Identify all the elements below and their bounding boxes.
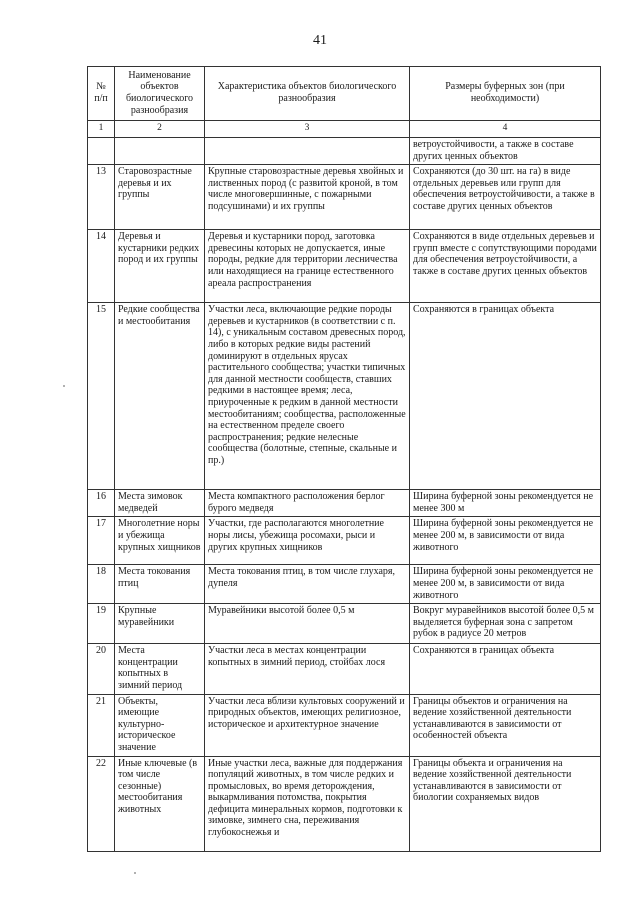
column-number-row bbox=[88, 121, 601, 138]
column-number: 4 bbox=[410, 121, 601, 138]
header-name: Наименование объектов биологического разнообразия bbox=[115, 67, 205, 121]
page-number: 41 bbox=[313, 33, 327, 48]
row-name: Места зимовок медведей bbox=[115, 490, 205, 517]
scan-speck bbox=[63, 385, 65, 387]
row-number: 22 bbox=[88, 756, 115, 851]
row-name: Многолетние норы и убежища крупных хищников bbox=[115, 517, 205, 565]
row-number: 18 bbox=[88, 565, 115, 604]
column-number: 2 bbox=[115, 121, 205, 138]
column-number: 1 bbox=[88, 121, 115, 138]
row-number: 19 bbox=[88, 604, 115, 644]
row-buffer: Вокруг муравейников высотой более 0,5 м выделяется буферная зона с запретом рубок в радиусе 20 метров bbox=[410, 604, 601, 644]
biodiversity-table bbox=[87, 66, 601, 852]
row-name: Места концентрации копытных в зимний период bbox=[115, 644, 205, 694]
row-buffer: ветроустойчивости, а также в составе других ценных объектов bbox=[410, 138, 601, 165]
table-row bbox=[88, 165, 601, 230]
row-buffer: Границы объектов и ограничения на ведение хозяйственной деятельности устанавливаются в зависимости от особенностей объекта bbox=[410, 694, 601, 756]
scan-speck bbox=[134, 872, 136, 874]
row-name: Объекты, имеющие культурно-историческое значение bbox=[115, 694, 205, 756]
row-description: Участки леса, включающие редкие породы деревьев и кустарников (в соответствии с п. 14), с уникальным составом древесных пород, либо в которых редкие виды растений доминируют в отдельных ярусах растительного сообщества; участки типичных для данной местности сообществ, ставших редкими в настоящее время; леса, приуроченные к редким в данной местности местообитаниям; сообщества, расположенные на естественном пределе своего распространения; редкие нелесные сообщества (болотные, степные, скальные и пр.) bbox=[205, 303, 410, 490]
row-description: Места компактного расположения берлог бурого медведя bbox=[205, 490, 410, 517]
table-row bbox=[88, 756, 601, 851]
table-row bbox=[88, 303, 601, 490]
row-description: Места токования птиц, в том числе глухаря, дупеля bbox=[205, 565, 410, 604]
column-number: 3 bbox=[205, 121, 410, 138]
row-number: 21 bbox=[88, 694, 115, 756]
table-row bbox=[88, 490, 601, 517]
row-number: 14 bbox=[88, 230, 115, 303]
row-description: Участки, где располагаются многолетние норы лисы, убежища росомахи, рыси и других крупных хищников bbox=[205, 517, 410, 565]
row-number bbox=[88, 138, 115, 165]
row-number: 20 bbox=[88, 644, 115, 694]
row-description: Участки леса в местах концентрации копытных в зимний период, стойбах лося bbox=[205, 644, 410, 694]
header-description: Характеристика объектов биологического разнообразия bbox=[205, 67, 410, 121]
row-buffer: Границы объекта и ограничения на ведение хозяйственной деятельности устанавливаются в зависимости от биологии сохраняемых видов bbox=[410, 756, 601, 851]
table-row bbox=[88, 604, 601, 644]
row-name: Старовозрастные деревья и их группы bbox=[115, 165, 205, 230]
row-number: 13 bbox=[88, 165, 115, 230]
row-buffer: Ширина буферной зоны рекомендуется не менее 200 м, в зависимости от вида животного bbox=[410, 517, 601, 565]
row-description: Деревья и кустарники пород, заготовка древесины которых не допускается, иные породы, редкие для территории лесничества или находящиеся на границе естественного ареала распространения bbox=[205, 230, 410, 303]
row-buffer: Сохраняются (до 30 шт. на га) в виде отдельных деревьев или групп для обеспечения ветроустойчивости, а также в составе других ценных объектов bbox=[410, 165, 601, 230]
row-name: Иные ключевые (в том числе сезонные) местообитания животных bbox=[115, 756, 205, 851]
row-buffer: Ширина буферной зоны рекомендуется не менее 300 м bbox=[410, 490, 601, 517]
row-buffer: Сохраняются в границах объекта bbox=[410, 303, 601, 490]
row-description: Участки леса вблизи культовых сооружений и природных объектов, имеющих религиозное, историческое и архитектурное значение bbox=[205, 694, 410, 756]
table-row bbox=[88, 565, 601, 604]
continuation-row bbox=[88, 138, 601, 165]
row-buffer: Сохраняются в границах объекта bbox=[410, 644, 601, 694]
table-row bbox=[88, 644, 601, 694]
row-number: 16 bbox=[88, 490, 115, 517]
row-description: Иные участки леса, важные для поддержания популяций животных, в том числе редких и промысловых, во время деторождения, выкармливания потомства, покрытия дефицита минеральных кормов, подготовки к зимовке, зимнего сна, переживания глубокоснежья и bbox=[205, 756, 410, 851]
row-number: 17 bbox=[88, 517, 115, 565]
row-description bbox=[205, 138, 410, 165]
header-number: № п/п bbox=[88, 67, 115, 121]
row-buffer: Сохраняются в виде отдельных деревьев и групп вместе с сопутствующими породами для обеспечения ветроустойчивости, а также в составе других ценных объектов bbox=[410, 230, 601, 303]
row-name: Места токования птиц bbox=[115, 565, 205, 604]
row-name bbox=[115, 138, 205, 165]
table-row bbox=[88, 694, 601, 756]
row-name: Деревья и кустарники редких пород и их группы bbox=[115, 230, 205, 303]
row-name: Редкие сообщества и местообитания bbox=[115, 303, 205, 490]
header-buffer: Размеры буферных зон (при необходимости) bbox=[410, 67, 601, 121]
row-buffer: Ширина буферной зоны рекомендуется не менее 200 м, в зависимости от вида животного bbox=[410, 565, 601, 604]
table-header-row bbox=[88, 67, 601, 121]
row-description: Крупные старовозрастные деревья хвойных и лиственных пород (с развитой кроной, в том числе многовершинные, с пожарными подсушинами) и их группы bbox=[205, 165, 410, 230]
row-description: Муравейники высотой более 0,5 м bbox=[205, 604, 410, 644]
row-number: 15 bbox=[88, 303, 115, 490]
row-name: Крупные муравейники bbox=[115, 604, 205, 644]
table-row bbox=[88, 517, 601, 565]
table-row bbox=[88, 230, 601, 303]
